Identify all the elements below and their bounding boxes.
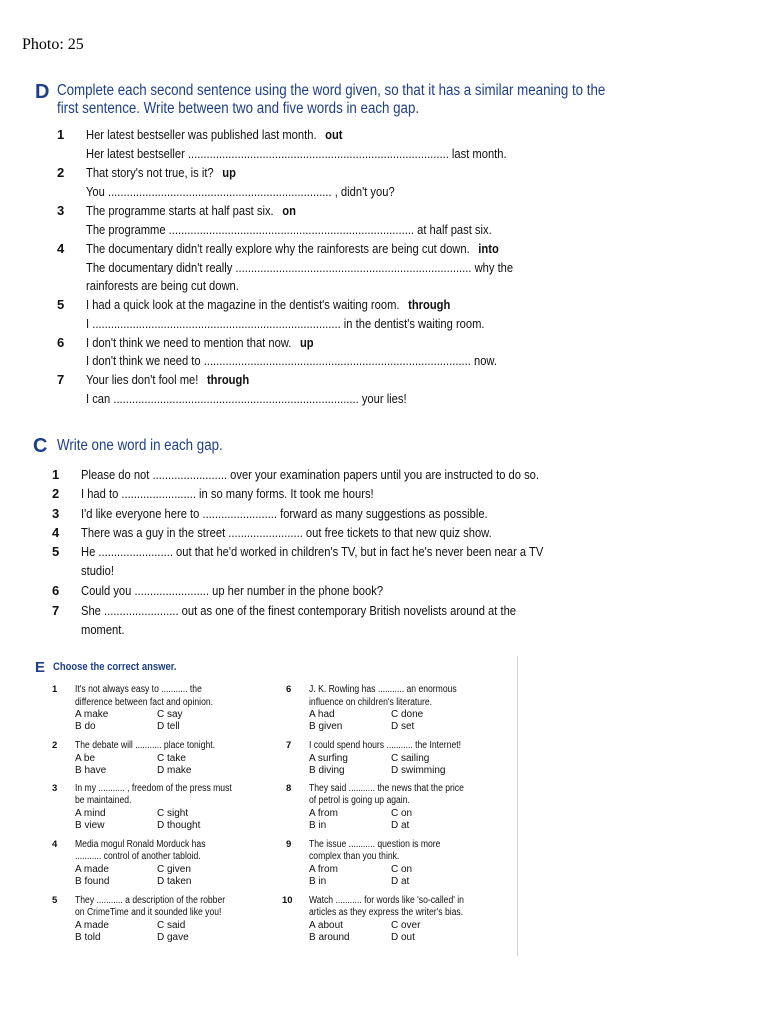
option-b[interactable]: B given bbox=[309, 721, 343, 732]
item-sentence: There was a guy in the street ........................ out free tickets to that new quiz show. bbox=[81, 525, 492, 540]
question-text-cont: ........... control of another tabloid. bbox=[75, 851, 201, 862]
question-number: 5 bbox=[52, 895, 58, 906]
item-number: 6 bbox=[52, 583, 60, 598]
option-b[interactable]: B around bbox=[309, 932, 350, 943]
section-d-letter: D bbox=[35, 81, 50, 103]
item-number: 4 bbox=[57, 241, 65, 256]
item-sentence: I had to ........................ in so many forms. It took me hours! bbox=[81, 486, 374, 501]
item-sentence: He ........................ out that he'd worked in children's TV, but in fact he's never been near a TV bbox=[81, 544, 544, 559]
option-d[interactable]: D swimming bbox=[391, 765, 446, 776]
item-gap-sentence: The programme ............................................................................... at half past six. bbox=[86, 222, 492, 237]
item-number: 7 bbox=[57, 372, 65, 387]
section-c-header bbox=[33, 436, 250, 456]
question-text: The debate will ........... place tonight. bbox=[75, 740, 216, 751]
item-sentence: Your lies don't fool me! through bbox=[86, 372, 250, 387]
item-sentence: Her latest bestseller was published last month. out bbox=[86, 127, 343, 142]
option-a[interactable]: A be bbox=[75, 753, 96, 764]
item-number: 2 bbox=[57, 165, 65, 180]
item-keyword: into bbox=[478, 241, 499, 256]
item-number: 1 bbox=[57, 127, 65, 142]
item-keyword: through bbox=[408, 297, 451, 312]
question-text: I could spend hours ........... the Internet! bbox=[309, 740, 462, 751]
option-d[interactable]: D taken bbox=[157, 876, 192, 887]
option-b[interactable]: B found bbox=[75, 876, 110, 887]
item-number: 2 bbox=[52, 486, 60, 501]
question-text: It's not always easy to ........... the bbox=[75, 684, 202, 695]
question-text: They ........... a description of the robber bbox=[75, 895, 226, 906]
item-number: 6 bbox=[57, 335, 65, 350]
section-e-title: Choose the correct answer. bbox=[53, 661, 177, 673]
option-b[interactable]: B diving bbox=[309, 765, 345, 776]
question-text-cont: be maintained. bbox=[75, 795, 132, 806]
item-gap-sentence: The documentary didn't really ............................................................................ why the bbox=[86, 260, 514, 275]
section-c-letter: C bbox=[33, 435, 48, 457]
option-d[interactable]: D set bbox=[391, 721, 415, 732]
option-b[interactable]: B told bbox=[75, 932, 101, 943]
section-d-title bbox=[57, 82, 605, 118]
option-b[interactable]: B view bbox=[75, 820, 105, 831]
option-a[interactable]: A made bbox=[75, 920, 109, 931]
option-a[interactable]: A make bbox=[75, 709, 109, 720]
question-number: 10 bbox=[282, 895, 293, 906]
item-sentence: I don't think we need to mention that now. up bbox=[86, 335, 314, 350]
option-c[interactable]: C on bbox=[391, 808, 413, 819]
section-d-title-line1: Complete each second sentence using the word given, so that it has a similar meaning to the bbox=[57, 82, 606, 99]
item-number: 4 bbox=[52, 525, 60, 540]
option-b[interactable]: B in bbox=[309, 876, 327, 887]
option-d[interactable]: D thought bbox=[157, 820, 201, 831]
item-keyword: on bbox=[282, 203, 296, 218]
option-d[interactable]: D tell bbox=[157, 721, 180, 732]
option-d[interactable]: D at bbox=[391, 820, 410, 831]
item-number: 7 bbox=[52, 603, 60, 618]
section-e-letter: E bbox=[35, 659, 46, 676]
question-text-cont: complex than you think. bbox=[309, 851, 400, 862]
section-d-title-line2: first sentence. Write between two and five words in each gap. bbox=[57, 100, 420, 117]
item-sentence: Could you ........................ up her number in the phone book? bbox=[81, 583, 384, 598]
option-a[interactable]: A mind bbox=[75, 808, 106, 819]
item-number: 5 bbox=[52, 544, 60, 559]
question-text: In my ........... , freedom of the press must bbox=[75, 783, 232, 794]
question-text: The issue ........... question is more bbox=[309, 839, 441, 850]
section-d-header bbox=[35, 82, 695, 118]
option-a[interactable]: A about bbox=[309, 920, 343, 931]
question-text: Watch ........... for words like 'so-called' in bbox=[309, 895, 464, 906]
question-text-cont: on CrimeTime and it sounded like you! bbox=[75, 907, 222, 918]
question-number: 6 bbox=[286, 684, 292, 695]
option-a[interactable]: A had bbox=[309, 709, 335, 720]
option-c[interactable]: C sight bbox=[157, 808, 189, 819]
column-divider bbox=[517, 656, 518, 956]
question-number: 2 bbox=[52, 740, 58, 751]
option-c[interactable]: C said bbox=[157, 920, 186, 931]
item-gap-sentence: Her latest bestseller .................................................................................... last month. bbox=[86, 146, 507, 161]
item-gap-sentence: I ................................................................................ in the dentist's waiting room. bbox=[86, 316, 485, 331]
item-keyword: up bbox=[299, 335, 314, 350]
option-b[interactable]: B have bbox=[75, 765, 107, 776]
item-gap-sentence: I don't think we need to ...................................................................................... now. bbox=[86, 353, 497, 368]
item-keyword: up bbox=[222, 165, 236, 180]
option-d[interactable]: D gave bbox=[157, 932, 189, 943]
item-number: 5 bbox=[57, 297, 65, 312]
item-sentence: That story's not true, is it? up bbox=[86, 165, 236, 180]
question-number: 4 bbox=[52, 839, 58, 850]
photo-label: Photo: 25 bbox=[22, 36, 84, 53]
option-c[interactable]: C done bbox=[391, 709, 424, 720]
item-gap-sentence: You ........................................................................ , didn't you? bbox=[86, 184, 395, 199]
item-sentence: She ........................ out as one of the finest contemporary British novelists around at the bbox=[81, 603, 517, 618]
option-d[interactable]: D out bbox=[391, 932, 415, 943]
option-a[interactable]: A made bbox=[75, 864, 109, 875]
item-gap-sentence: I can ............................................................................... your lies! bbox=[86, 391, 407, 406]
item-keyword: through bbox=[206, 372, 250, 387]
option-a[interactable]: A from bbox=[309, 864, 338, 875]
question-text: They said ........... the news that the price bbox=[309, 783, 464, 794]
question-text: J. K. Rowling has ........... an enormous bbox=[309, 684, 457, 695]
item-sentence: The programme starts at half past six. on bbox=[86, 203, 296, 218]
item-sentence-cont: moment. bbox=[81, 622, 125, 637]
question-number: 7 bbox=[286, 740, 292, 751]
option-c[interactable]: C given bbox=[157, 864, 191, 875]
question-number: 8 bbox=[286, 783, 292, 794]
section-c-title: Write one word in each gap. bbox=[57, 437, 224, 454]
option-d[interactable]: D make bbox=[157, 765, 192, 776]
item-gap-sentence-cont: rainforests are being cut down. bbox=[86, 278, 239, 293]
question-text-cont: articles as they express the writer's bias. bbox=[309, 907, 464, 918]
question-number: 1 bbox=[52, 684, 58, 695]
option-b[interactable]: B in bbox=[309, 820, 327, 831]
option-c[interactable]: C say bbox=[157, 709, 183, 720]
item-sentence: I'd like everyone here to ........................ forward as many suggestions as possible. bbox=[81, 506, 488, 521]
question-number: 9 bbox=[286, 839, 292, 850]
question-text-cont: of petrol is going up again. bbox=[309, 795, 410, 806]
option-c[interactable]: C on bbox=[391, 864, 413, 875]
item-number: 1 bbox=[52, 467, 60, 482]
section-e-header bbox=[35, 660, 197, 675]
question-text-cont: influence on children's literature. bbox=[309, 697, 433, 708]
question-text-cont: difference between fact and opinion. bbox=[75, 697, 214, 708]
item-number: 3 bbox=[57, 203, 65, 218]
option-c[interactable]: C over bbox=[391, 920, 421, 931]
question-number: 3 bbox=[52, 783, 58, 794]
option-c[interactable]: C take bbox=[157, 753, 186, 764]
question-text: Media mogul Ronald Morduck has bbox=[75, 839, 206, 850]
option-a[interactable]: A surfing bbox=[309, 753, 348, 764]
item-keyword: out bbox=[325, 127, 343, 142]
item-sentence: I had a quick look at the magazine in the dentist's waiting room. through bbox=[86, 297, 451, 312]
option-a[interactable]: A from bbox=[309, 808, 338, 819]
option-c[interactable]: C sailing bbox=[391, 753, 430, 764]
option-b[interactable]: B do bbox=[75, 721, 96, 732]
option-d[interactable]: D at bbox=[391, 876, 410, 887]
item-number: 3 bbox=[52, 506, 60, 521]
item-sentence: The documentary didn't really explore why the rainforests are being cut down. into bbox=[86, 241, 499, 256]
item-sentence-cont: studio! bbox=[81, 563, 114, 578]
item-sentence: Please do not ........................ over your examination papers until you are instructed to do so. bbox=[81, 467, 540, 482]
